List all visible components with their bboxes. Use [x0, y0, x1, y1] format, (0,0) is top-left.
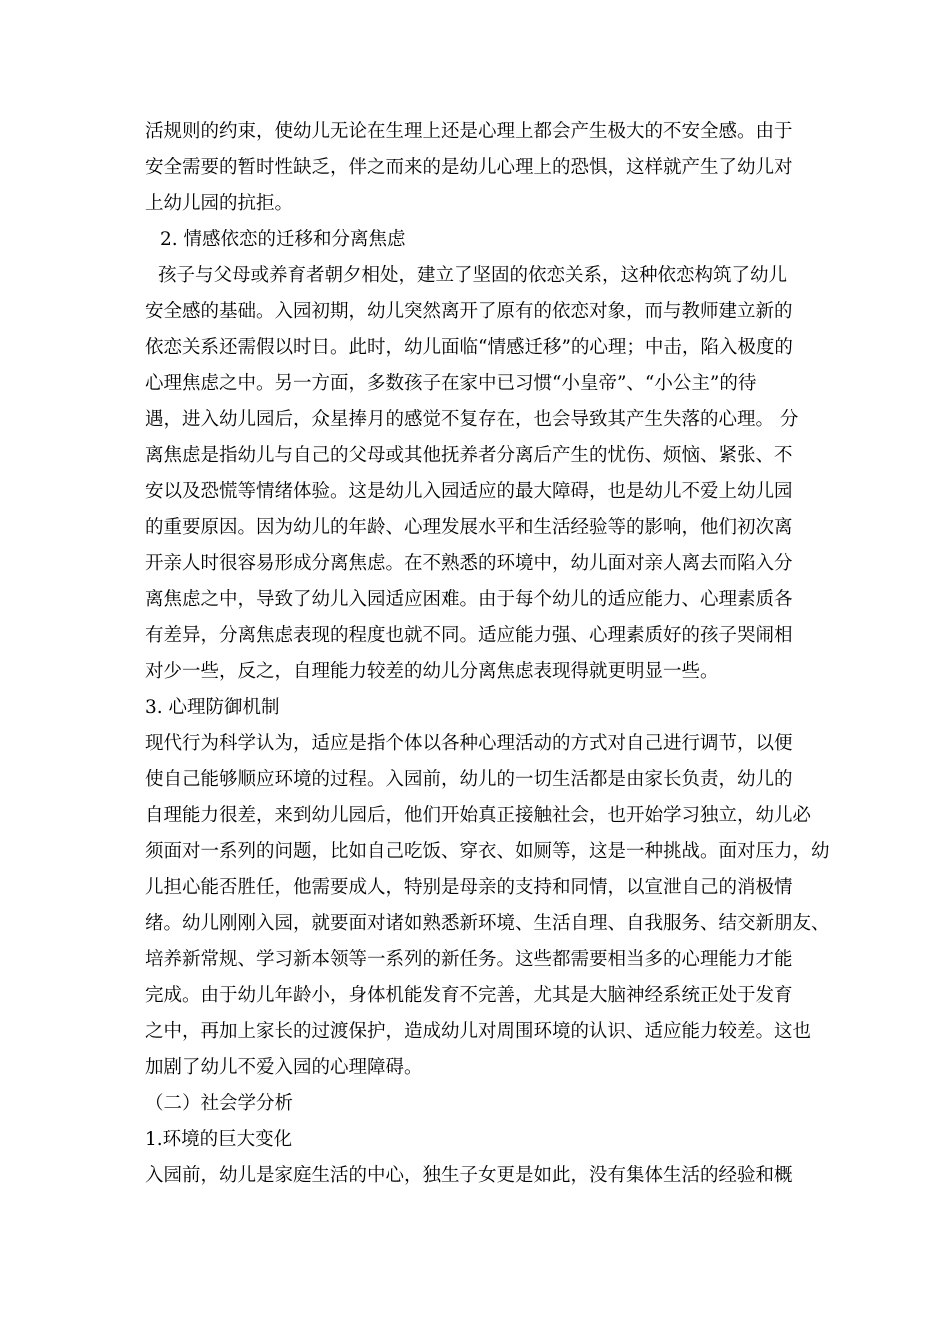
body-text-line: 儿担心能否胜任，他需要成人，特别是母亲的支持和同情，以宣泄自己的消极情 [145, 877, 793, 898]
body-text-line: 现代行为科学认为，适应是指个体以各种心理活动的方式对自己进行调节，以便 [145, 733, 793, 754]
body-text-line: 安以及恐慌等情绪体验。这是幼儿入园适应的最大障碍，也是幼儿不爱上幼儿园 [145, 481, 793, 502]
body-text-line: 之中，再加上家长的过渡保护，造成幼儿对周围环境的认识、适应能力较差。这也 [145, 1021, 812, 1042]
section-heading-2: 2. 情感依恋的迁移和分离焦虑 [160, 229, 406, 250]
body-text-line: 孩子与父母或养育者朝夕相处，建立了坚固的依恋关系，这种依恋构筑了幼儿 [158, 265, 788, 286]
body-text-line: 须面对一系列的问题，比如自己吃饭、穿衣、如厕等，这是一种挑战。面对压力，幼 [145, 841, 830, 862]
section-heading-environment-change: 1.环境的巨大变化 [145, 1129, 293, 1150]
body-text-line: 有差异，分离焦虑表现的程度也就不同。适应能力强、心理素质好的孩子哭闹相 [145, 625, 793, 646]
body-text-line: 开亲人时很容易形成分离焦虑。在不熟悉的环境中，幼儿面对亲人离去而陷入分 [145, 553, 793, 574]
section-heading-3: 3. 心理防御机制 [145, 697, 280, 718]
body-text-line: 使自己能够顺应环境的过程。入园前，幼儿的一切生活都是由家长负责，幼儿的 [145, 769, 793, 790]
body-text-line: 活规则的约束，使幼儿无论在生理上还是心理上都会产生极大的不安全感。由于 [145, 121, 793, 142]
body-text-line: 培养新常规、学习新本领等一系列的新任务。这些都需要相当多的心理能力才能 [145, 949, 793, 970]
section-heading-social-analysis: （二）社会学分析 [145, 1093, 294, 1114]
body-text-line: 安全感的基础。入园初期，幼儿突然离开了原有的依恋对象，而与教师建立新的 [145, 301, 793, 322]
body-text-line: 安全需要的暂时性缺乏，伴之而来的是幼儿心理上的恐惧，这样就产生了幼儿对 [145, 157, 793, 178]
body-text-line: 的重要原因。因为幼儿的年龄、心理发展水平和生活经验等的影响，他们初次离 [145, 517, 793, 538]
body-text-line: 对少一些，反之，自理能力较差的幼儿分离焦虑表现得就更明显一些。 [145, 661, 719, 682]
body-text-line: 自理能力很差，来到幼儿园后，他们开始真正接触社会，也开始学习独立，幼儿必 [145, 805, 812, 826]
body-text-line: 遇，进入幼儿园后，众星捧月的感觉不复存在，也会导致其产生失落的心理。 分 [145, 409, 799, 430]
body-text-line: 绪。幼儿刚刚入园，就要面对诸如熟悉新环境、生活自理、自我服务、结交新朋友、 [145, 913, 830, 934]
body-text-line: 入园前，幼儿是家庭生活的中心，独生子女更是如此，没有集体生活的经验和概 [145, 1165, 793, 1186]
body-text-line: 加剧了幼儿不爱入园的心理障碍。 [145, 1057, 423, 1078]
body-text-line: 完成。由于幼儿年龄小，身体机能发育不完善，尤其是大脑神经系统正处于发育 [145, 985, 793, 1006]
body-text-line: 离焦虑之中，导致了幼儿入园适应困难。由于每个幼儿的适应能力、心理素质各 [145, 589, 793, 610]
body-text-line: 依恋关系还需假以时日。此时，幼儿面临“情感迁移”的心理；中击，陷入极度的 [145, 337, 793, 358]
body-text-line: 上幼儿园的抗拒。 [145, 193, 294, 214]
body-text-line: 心理焦虑之中。另一方面，多数孩子在家中已习惯“小皇帝”、“小公主”的待 [145, 373, 757, 394]
body-text-line: 离焦虑是指幼儿与自己的父母或其他抚养者分离后产生的忧伤、烦恼、紧张、不 [145, 445, 793, 466]
